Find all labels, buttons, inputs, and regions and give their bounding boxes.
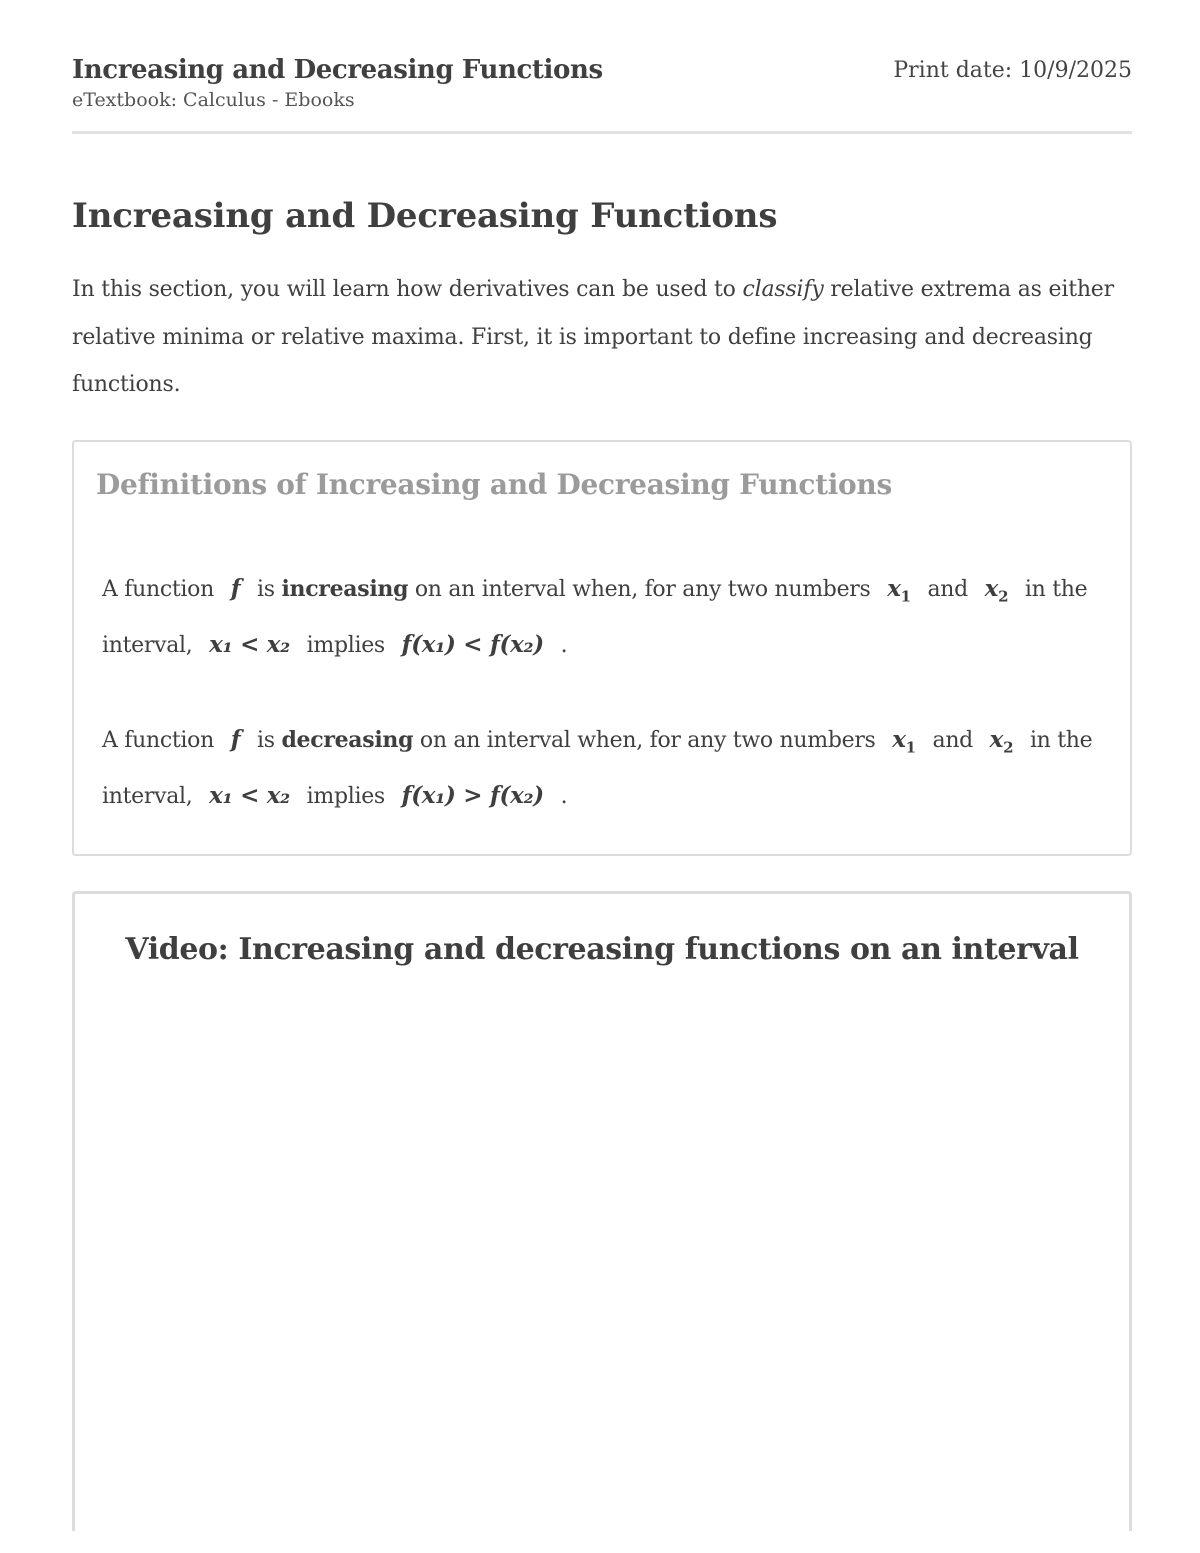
video-title: Video: Increasing and decreasing functions on an interval	[125, 932, 1079, 967]
text: implies	[306, 783, 385, 809]
text: .	[560, 632, 568, 658]
text: implies	[306, 632, 385, 658]
video-box	[72, 891, 1132, 1531]
text: and	[932, 728, 973, 753]
text: A function	[102, 577, 214, 602]
definition-decreasing	[102, 716, 1102, 820]
definition-increasing	[102, 565, 1102, 669]
text: and	[927, 577, 968, 602]
text: in the interval,	[102, 577, 1088, 658]
math-x1	[877, 575, 921, 606]
print-date: Print date: 10/9/2025	[893, 58, 1132, 83]
text: on an interval when, for any two numbers	[419, 728, 876, 753]
math-result: f(x₁) < f(x₂)	[401, 630, 544, 658]
math-x2	[975, 575, 1019, 606]
term-decreasing: decreasing	[281, 727, 414, 753]
text: is	[257, 577, 275, 602]
math-x1	[882, 726, 926, 757]
definitions-box	[72, 440, 1132, 856]
term-increasing: increasing	[281, 576, 409, 602]
var: x	[887, 575, 901, 602]
math-result: f(x₁) > f(x₂)	[401, 781, 544, 809]
sub: 1	[905, 738, 916, 757]
math-condition: x₁ < x₂	[209, 781, 290, 809]
text: A function	[102, 728, 214, 753]
text: on an interval when, for any two numbers	[414, 577, 871, 602]
intro-paragraph	[72, 266, 1132, 409]
var: x	[984, 575, 999, 602]
sub: 1	[900, 587, 911, 606]
sub: 2	[998, 587, 1009, 606]
var: x	[892, 726, 906, 753]
math-condition: x₁ < x₂	[209, 630, 290, 658]
header-title: Increasing and Decreasing Functions	[72, 55, 603, 85]
var: x	[989, 726, 1004, 753]
math-f: f	[230, 575, 241, 602]
text: .	[560, 783, 568, 809]
page	[72, 0, 1132, 967]
text: in the interval,	[102, 728, 1093, 809]
text: is	[257, 728, 275, 753]
sub: 2	[1003, 738, 1014, 757]
intro-emphasis: classify	[742, 277, 824, 302]
math-x2	[980, 726, 1024, 757]
intro-text-before: In this section, you will learn how derivatives can be used to	[72, 277, 743, 302]
page-title: Increasing and Decreasing Functions	[72, 196, 778, 236]
document-header	[72, 0, 1132, 134]
math-f: f	[230, 726, 241, 753]
definitions-title: Definitions of Increasing and Decreasing Functions	[96, 468, 892, 501]
header-subtitle: eTextbook: Calculus - Ebooks	[72, 89, 355, 111]
video-player-area[interactable]	[95, 1004, 1109, 1531]
intro-text-after: relative extrema as either relative minima or relative maxima. First, it is important to define increasing and decreasing functions.	[72, 277, 1114, 397]
